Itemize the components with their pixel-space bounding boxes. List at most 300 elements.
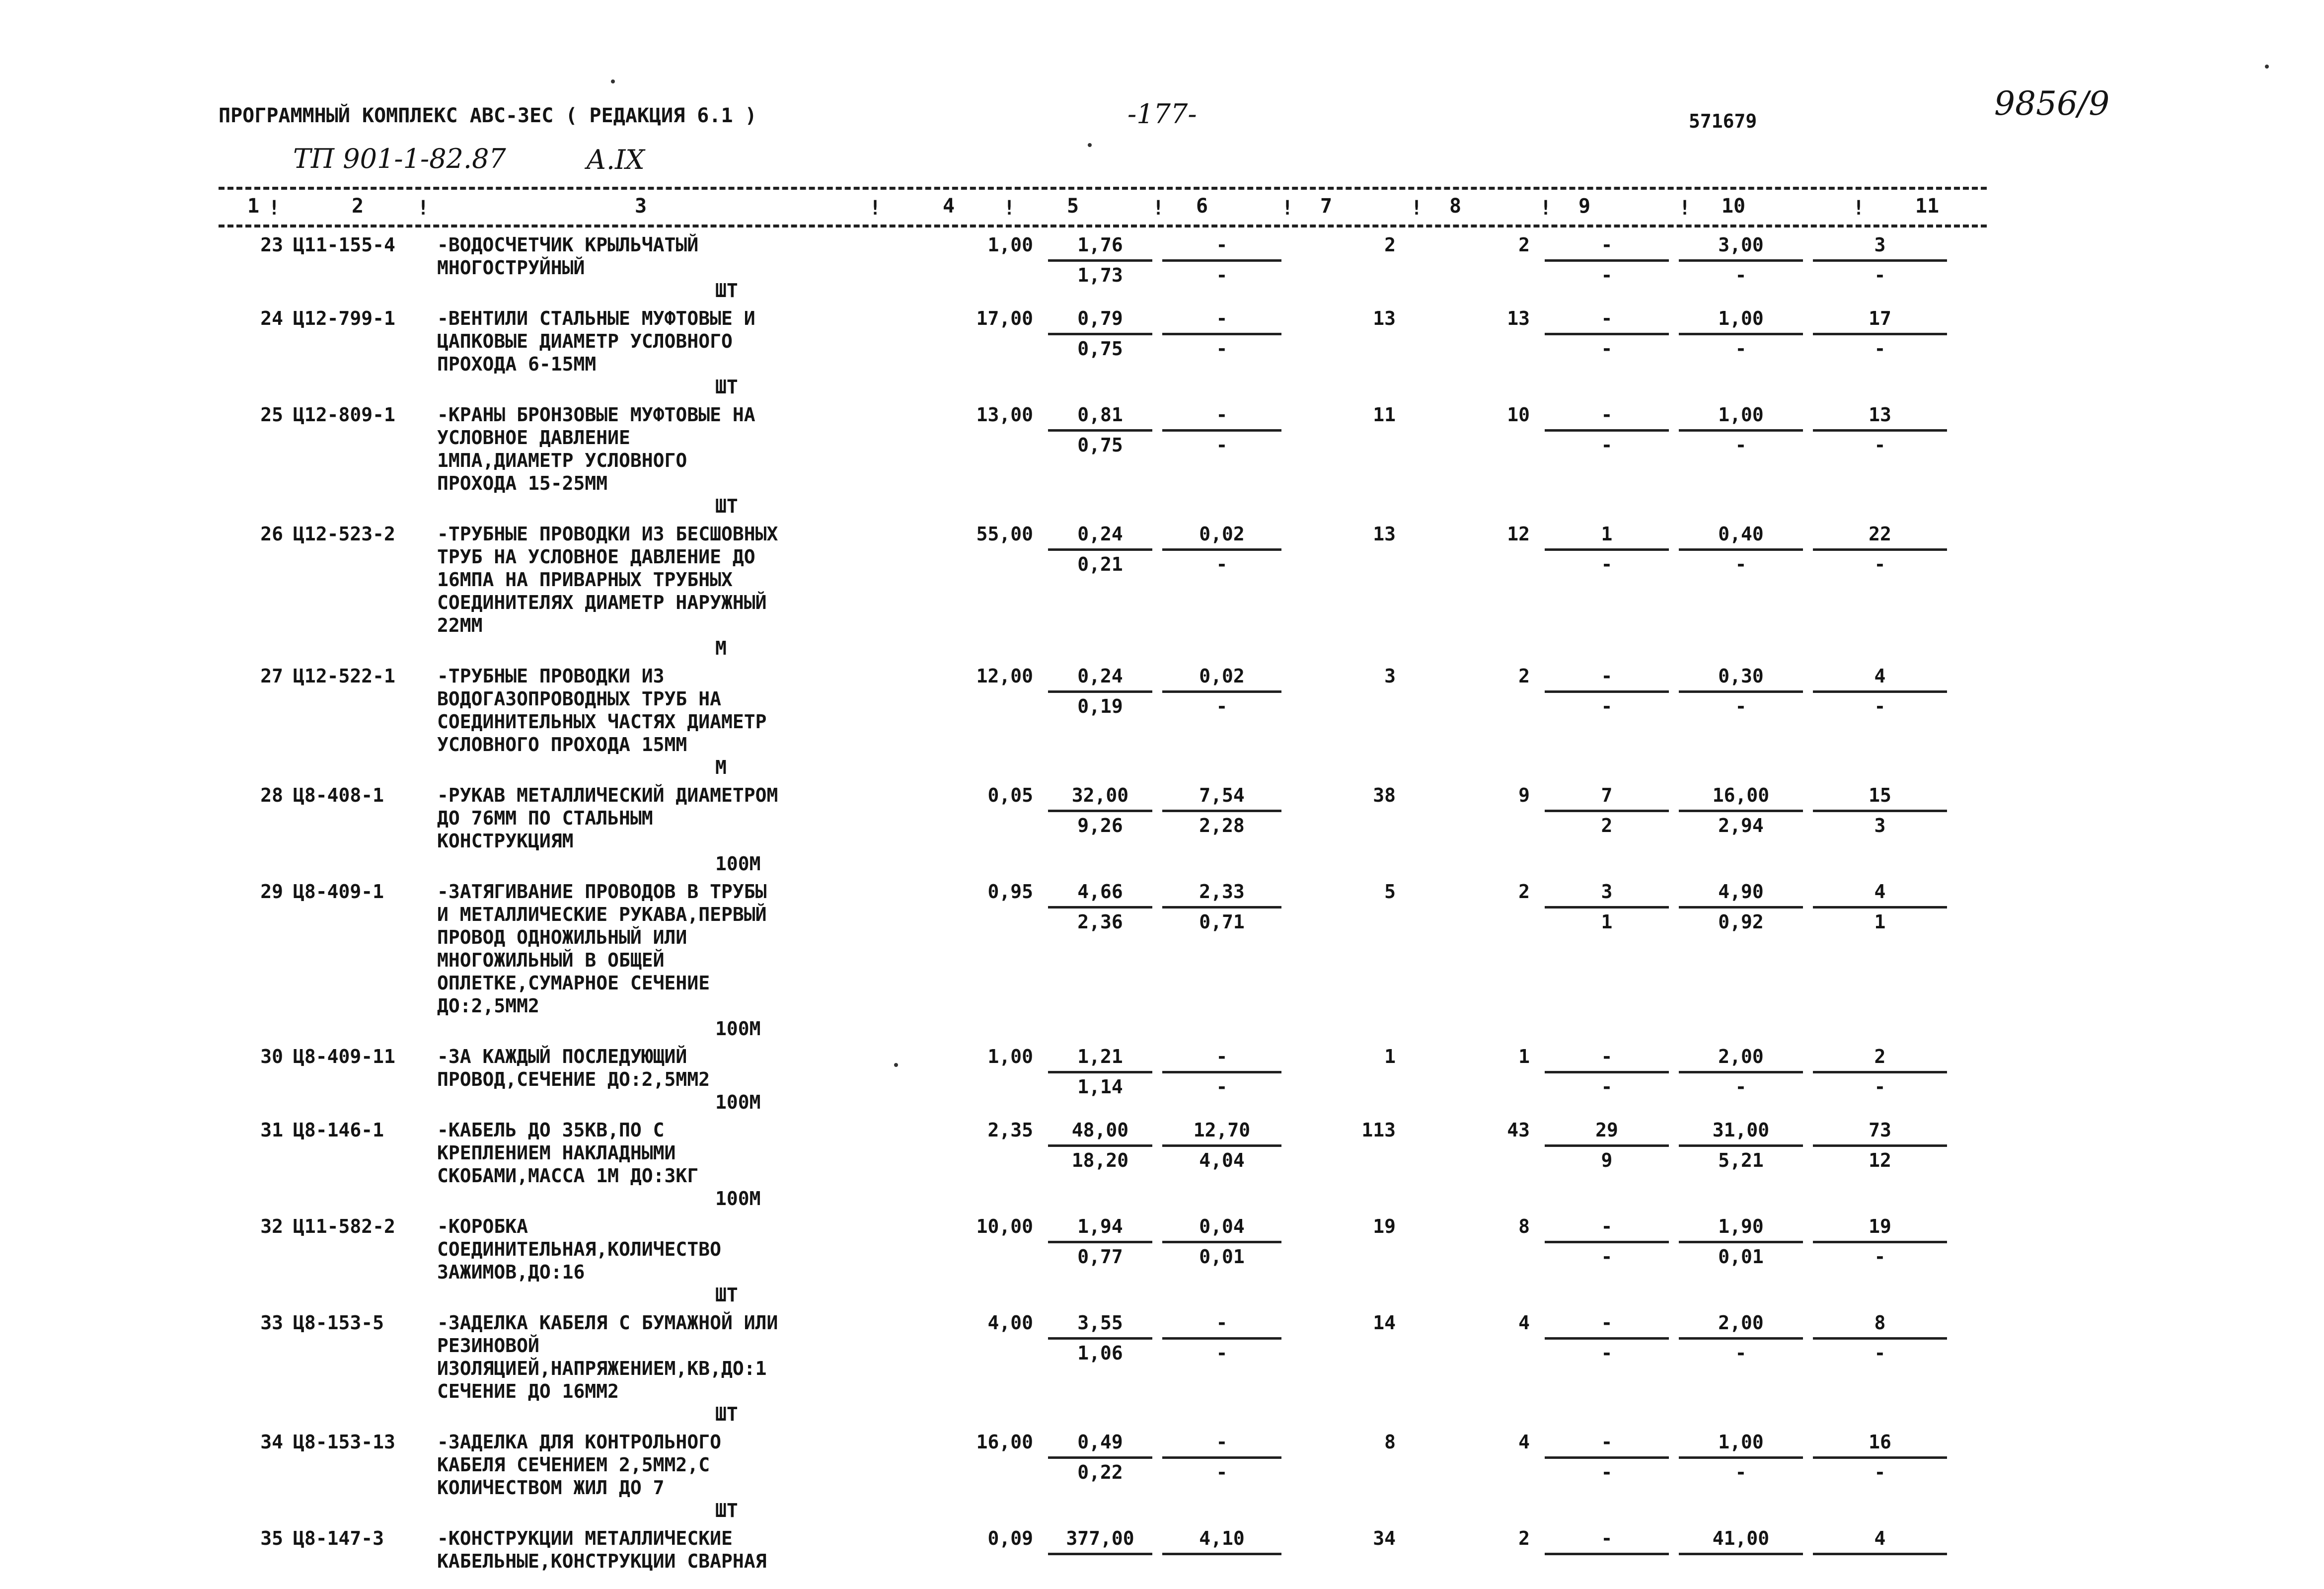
quantity: 1,00: [987, 234, 1033, 256]
labor-total-bottom: -: [1874, 1246, 1886, 1268]
unit-machine-cost-top: 0,04: [1199, 1215, 1245, 1237]
labor-total-bottom: -: [1874, 434, 1886, 456]
unit-cost-bottom: 2,36: [1077, 911, 1123, 933]
row-number: 35: [260, 1527, 283, 1549]
labor-cost-top: 0,30: [1718, 665, 1764, 687]
description-line: КОНСТРУКЦИЯМ: [437, 830, 574, 852]
labor-cost-top: 16,00: [1712, 784, 1770, 806]
fraction-line: [1545, 333, 1669, 335]
unit-machine-cost-top: 12,70: [1193, 1119, 1251, 1141]
fraction-line: [1048, 1553, 1152, 1555]
labor-cost-bottom: -: [1735, 338, 1747, 360]
unit-cost-bottom: 0,75: [1077, 434, 1123, 456]
description-line: КОЛИЧЕСТВОМ ЖИЛ ДО 7: [437, 1477, 665, 1499]
col-header-4: 4: [942, 195, 955, 218]
labor-total-bottom: -: [1874, 1461, 1886, 1483]
table-row: [219, 1215, 1987, 1311]
fraction-line: [1679, 1456, 1803, 1459]
unit-cost: [1043, 1215, 1157, 1306]
table-row: [219, 1431, 1987, 1527]
unit-cost: [1043, 523, 1157, 660]
fraction-line: [1162, 1337, 1281, 1340]
price-code: Ц8-408-1: [293, 784, 384, 806]
fraction-line: [1545, 1337, 1669, 1340]
quantity: 2,35: [987, 1119, 1033, 1141]
labor-total-bottom: -: [1874, 553, 1886, 575]
work-description: [437, 784, 939, 875]
machine-cost-top: -: [1601, 1215, 1613, 1237]
work-description: [437, 1431, 939, 1522]
machine-cost-top: 7: [1601, 784, 1613, 806]
fraction-line: [1162, 1456, 1281, 1459]
labor-total: [1808, 784, 1952, 875]
labor-cost-bottom: -: [1735, 434, 1747, 456]
unit-cost: [1043, 1045, 1157, 1114]
machine-cost-bottom: -: [1601, 1076, 1613, 1098]
total-wages: 8: [1518, 1215, 1530, 1237]
unit-of-measure: М: [715, 757, 727, 778]
machine-cost-bottom: 9: [1601, 1149, 1613, 1171]
machine-cost-bottom: -: [1601, 695, 1613, 717]
machine-cost: [1540, 1045, 1674, 1114]
fraction-line: [1048, 1337, 1152, 1340]
total-wages: 10: [1507, 404, 1530, 426]
labor-total: [1808, 1431, 1952, 1522]
unit-machine-cost: [1157, 1431, 1286, 1522]
unit-machine-cost-top: 2,33: [1199, 881, 1245, 903]
row-number: 24: [260, 307, 283, 329]
col-header-9: 9: [1578, 195, 1591, 218]
labor-total-bottom: -: [1874, 1342, 1886, 1364]
unit-of-measure: 100М: [715, 1091, 761, 1113]
labor-total: [1808, 1215, 1952, 1306]
fraction-line: [1162, 810, 1281, 812]
description-line: КАБЕЛЬНЫЕ,КОНСТРУКЦИИ СВАРНАЯ: [437, 1550, 767, 1572]
fraction-line: [1162, 906, 1281, 908]
fraction-line: [1679, 1337, 1803, 1340]
machine-cost-bottom: -: [1601, 434, 1613, 456]
total-cost: 2: [1384, 234, 1396, 256]
fraction-line: [1545, 906, 1669, 908]
col-separator: !: [1679, 197, 1691, 220]
fraction-line: [1048, 259, 1152, 262]
total-cost: 11: [1373, 404, 1396, 426]
labor-cost: [1674, 665, 1808, 779]
table-row: [219, 880, 1987, 1045]
description-line: -ЗАДЕЛКА ДЛЯ КОНТРОЛЬНОГО: [437, 1431, 721, 1453]
fraction-line: [1545, 259, 1669, 262]
unit-machine-cost-bottom: -: [1216, 553, 1228, 575]
fraction-line: [1813, 333, 1947, 335]
column-header-row: [219, 195, 1987, 220]
fraction-line: [1679, 1144, 1803, 1147]
labor-total: [1808, 880, 1952, 1040]
labor-total: [1808, 403, 1952, 518]
labor-total-top: 4: [1874, 881, 1886, 903]
fraction-line: [1679, 810, 1803, 812]
unit-machine-cost-bottom: 2,28: [1199, 815, 1245, 836]
col-header-5: 5: [1066, 195, 1079, 218]
table-row: [219, 665, 1987, 784]
fraction-line: [1545, 1456, 1669, 1459]
labor-total: [1808, 1119, 1952, 1210]
labor-total-bottom: 1: [1874, 911, 1886, 933]
description-line: -ТРУБНЫЕ ПРОВОДКИ ИЗ БЕСШОВНЫХ: [437, 523, 778, 545]
row-number: 28: [260, 784, 283, 806]
description-line: ПРОХОДА 15-25ММ: [437, 472, 608, 494]
doc-reference: ТП 901-1-82.87: [293, 143, 506, 174]
labor-total-bottom: -: [1874, 264, 1886, 286]
total-cost: 19: [1373, 1215, 1396, 1237]
unit-machine-cost-top: 4,10: [1199, 1527, 1245, 1549]
machine-cost-bottom: -: [1601, 553, 1613, 575]
price-code: Ц8-153-5: [293, 1312, 384, 1334]
col-header-7: 7: [1320, 195, 1333, 218]
description-line: СОЕДИНИТЕЛЬНЫХ ЧАСТЯХ ДИАМЕТР: [437, 711, 767, 733]
labor-cost: [1674, 1431, 1808, 1522]
labor-cost: [1674, 880, 1808, 1040]
table-row: [219, 1119, 1987, 1215]
fraction-line: [1813, 1241, 1947, 1243]
labor-cost-top: 2,00: [1718, 1046, 1764, 1067]
labor-cost: [1674, 523, 1808, 660]
unit-cost: [1043, 1311, 1157, 1426]
unit-machine-cost: [1157, 784, 1286, 875]
description-line: ТРУБ НА УСЛОВНОЕ ДАВЛЕНИЕ ДО: [437, 546, 755, 568]
quantity: 1,00: [987, 1046, 1033, 1067]
fraction-line: [1813, 690, 1947, 693]
unit-cost-bottom: 0,19: [1077, 695, 1123, 717]
fraction-line: [1545, 1144, 1669, 1147]
unit-cost-bottom: 1,73: [1077, 264, 1123, 286]
unit-of-measure: ШТ: [715, 376, 738, 398]
unit-machine-cost: [1157, 233, 1286, 302]
fraction-line: [1813, 548, 1947, 551]
total-wages: 2: [1518, 665, 1530, 687]
fraction-line: [1048, 906, 1152, 908]
fraction-line: [1048, 1071, 1152, 1073]
work-description: [437, 880, 939, 1040]
unit-cost-bottom: 1,14: [1077, 1076, 1123, 1098]
labor-cost: [1674, 1527, 1808, 1573]
labor-cost-top: 1,00: [1718, 307, 1764, 329]
total-cost: 13: [1373, 523, 1396, 545]
description-line: -ЗА КАЖДЫЙ ПОСЛЕДУЮЩИЙ: [437, 1046, 687, 1067]
unit-cost-top: 48,00: [1071, 1119, 1129, 1141]
labor-total-top: 19: [1869, 1215, 1891, 1237]
fraction-line: [1813, 1337, 1947, 1340]
col-separator: !: [1540, 197, 1552, 220]
machine-cost: [1540, 523, 1674, 660]
col-separator: !: [1152, 197, 1165, 220]
total-cost: 8: [1384, 1431, 1396, 1453]
labor-total-top: 3: [1874, 234, 1886, 256]
fraction-line: [1545, 810, 1669, 812]
unit-cost-top: 32,00: [1071, 784, 1129, 806]
description-line: ДО 76ММ ПО СТАЛЬНЫМ: [437, 807, 653, 829]
labor-cost-top: 0,40: [1718, 523, 1764, 545]
labor-cost-top: 2,00: [1718, 1312, 1764, 1334]
labor-total-top: 8: [1874, 1312, 1886, 1334]
unit-cost-top: 1,94: [1077, 1215, 1123, 1237]
unit-cost-top: 0,24: [1077, 523, 1123, 545]
labor-cost-top: 41,00: [1712, 1527, 1770, 1549]
labor-cost: [1674, 233, 1808, 302]
description-line: ДО:2,5ММ2: [437, 995, 539, 1017]
labor-cost-bottom: 0,01: [1718, 1246, 1764, 1268]
description-line: -ВОДОСЧЕТЧИК КРЫЛЬЧАТЫЙ: [437, 234, 699, 256]
quantity: 17,00: [976, 307, 1033, 329]
fraction-line: [1162, 429, 1281, 432]
fraction-line: [1162, 1071, 1281, 1073]
unit-machine-cost-top: 0,02: [1199, 665, 1245, 687]
unit-of-measure: ШТ: [715, 495, 738, 517]
unit-cost: [1043, 403, 1157, 518]
quantity: 10,00: [976, 1215, 1033, 1237]
unit-machine-cost-bottom: -: [1216, 434, 1228, 456]
price-code: Ц12-523-2: [293, 523, 395, 545]
fraction-line: [1162, 690, 1281, 693]
machine-cost-bottom: -: [1601, 338, 1613, 360]
labor-cost-top: 4,90: [1718, 881, 1764, 903]
unit-cost-top: 1,76: [1077, 234, 1123, 256]
total-cost: 5: [1384, 881, 1396, 903]
col-header-2: 2: [351, 195, 364, 218]
labor-total: [1808, 665, 1952, 779]
scan-speck: [1088, 143, 1092, 147]
quantity: 13,00: [976, 404, 1033, 426]
description-line: УСЛОВНОГО ПРОХОДА 15ММ: [437, 734, 687, 756]
unit-machine-cost: [1157, 1215, 1286, 1306]
unit-of-measure: ШТ: [715, 280, 738, 302]
machine-cost: [1540, 1311, 1674, 1426]
fraction-line: [1545, 1241, 1669, 1243]
labor-cost: [1674, 1119, 1808, 1210]
total-cost: 113: [1361, 1119, 1396, 1141]
fraction-line: [1679, 259, 1803, 262]
description-line: ОПЛЕТКЕ,СУМАРНОЕ СЕЧЕНИЕ: [437, 972, 710, 994]
estimate-table: [219, 233, 1987, 1578]
labor-cost-bottom: -: [1735, 553, 1747, 575]
unit-cost: [1043, 1431, 1157, 1522]
unit-machine-cost-top: -: [1216, 404, 1228, 426]
row-number: 33: [260, 1312, 283, 1334]
labor-cost: [1674, 307, 1808, 398]
labor-total: [1808, 1527, 1952, 1573]
labor-cost-bottom: -: [1735, 695, 1747, 717]
unit-cost: [1043, 1527, 1157, 1573]
fraction-line: [1813, 1553, 1947, 1555]
unit-machine-cost: [1157, 307, 1286, 398]
unit-cost-bottom: 0,21: [1077, 553, 1123, 575]
unit-machine-cost: [1157, 1527, 1286, 1573]
labor-cost-bottom: -: [1735, 1461, 1747, 1483]
work-description: [437, 1215, 939, 1306]
table-header-rule: [219, 225, 1987, 227]
description-line: СОЕДИНИТЕЛЬНАЯ,КОЛИЧЕСТВО: [437, 1238, 721, 1260]
machine-cost-bottom: -: [1601, 1461, 1613, 1483]
col-separator: !: [1853, 197, 1865, 220]
machine-cost-top: -: [1601, 234, 1613, 256]
labor-total-bottom: -: [1874, 1076, 1886, 1098]
unit-machine-cost-top: 7,54: [1199, 784, 1245, 806]
price-code: Ц11-582-2: [293, 1215, 395, 1237]
table-row: [219, 233, 1987, 307]
machine-cost: [1540, 307, 1674, 398]
fraction-line: [1679, 1071, 1803, 1073]
labor-cost-bottom: 0,92: [1718, 911, 1764, 933]
unit-of-measure: М: [715, 637, 727, 659]
col-separator: !: [1411, 197, 1423, 220]
machine-cost: [1540, 233, 1674, 302]
unit-cost-top: 377,00: [1066, 1527, 1134, 1549]
total-wages: 1: [1518, 1046, 1530, 1067]
unit-machine-cost-bottom: -: [1216, 264, 1228, 286]
machine-cost-bottom: -: [1601, 1342, 1613, 1364]
total-wages: 13: [1507, 307, 1530, 329]
fraction-line: [1679, 548, 1803, 551]
price-code: Ц8-146-1: [293, 1119, 384, 1141]
labor-total-top: 2: [1874, 1046, 1886, 1067]
row-number: 27: [260, 665, 283, 687]
labor-cost: [1674, 1311, 1808, 1426]
machine-cost-bottom: 1: [1601, 911, 1613, 933]
fraction-line: [1162, 1553, 1281, 1555]
fraction-line: [1679, 690, 1803, 693]
total-wages: 2: [1518, 1527, 1530, 1549]
unit-cost-bottom: 1,06: [1077, 1342, 1123, 1364]
row-number: 29: [260, 881, 283, 903]
row-number: 30: [260, 1046, 283, 1067]
machine-cost-top: -: [1601, 1046, 1613, 1067]
scan-speck: [611, 79, 615, 83]
quantity: 0,05: [987, 784, 1033, 806]
unit-machine-cost-bottom: -: [1216, 1342, 1228, 1364]
work-description: [437, 403, 939, 518]
unit-cost-top: 0,24: [1077, 665, 1123, 687]
description-line: ВОДОГАЗОПРОВОДНЫХ ТРУБ НА: [437, 688, 721, 710]
total-cost: 14: [1373, 1312, 1396, 1334]
description-line: СЕЧЕНИЕ ДО 16ММ2: [437, 1380, 619, 1402]
labor-total-top: 73: [1869, 1119, 1891, 1141]
table-row: [219, 1311, 1987, 1431]
description-line: МНОГОЖИЛЬНЫЙ В ОБЩЕЙ: [437, 949, 665, 971]
unit-machine-cost-bottom: -: [1216, 695, 1228, 717]
labor-total-top: 22: [1869, 523, 1891, 545]
col-header-11: 11: [1915, 195, 1940, 218]
description-line: -ЗАТЯГИВАНИЕ ПРОВОДОВ В ТРУБЫ: [437, 881, 767, 903]
fraction-line: [1545, 1553, 1669, 1555]
handwritten-id: 9856/9: [1994, 84, 2110, 123]
description-line: ИЗОЛЯЦИЕЙ,НАПРЯЖЕНИЕМ,КВ,ДО:1: [437, 1358, 767, 1379]
fraction-line: [1162, 548, 1281, 551]
labor-cost: [1674, 784, 1808, 875]
labor-cost-bottom: -: [1735, 264, 1747, 286]
description-line: -ТРУБНЫЕ ПРОВОДКИ ИЗ: [437, 665, 665, 687]
description-line: СКОБАМИ,МАССА 1М ДО:3КГ: [437, 1165, 699, 1187]
fraction-line: [1048, 1456, 1152, 1459]
unit-machine-cost: [1157, 523, 1286, 660]
machine-cost-top: -: [1601, 1527, 1613, 1549]
description-line: 16МПА НА ПРИВАРНЫХ ТРУБНЫХ: [437, 569, 733, 591]
labor-total-top: 16: [1869, 1431, 1891, 1453]
col-header-1: 1: [247, 195, 260, 218]
machine-cost-top: -: [1601, 1312, 1613, 1334]
unit-machine-cost: [1157, 1119, 1286, 1210]
quantity: 0,09: [987, 1527, 1033, 1549]
unit-machine-cost-bottom: 0,01: [1199, 1246, 1245, 1268]
row-number: 32: [260, 1215, 283, 1237]
description-line: УСЛОВНОЕ ДАВЛЕНИЕ: [437, 427, 630, 449]
fraction-line: [1162, 1144, 1281, 1147]
description-line: -ЗАДЕЛКА КАБЕЛЯ С БУМАЖНОЙ ИЛИ: [437, 1312, 778, 1334]
labor-cost-bottom: 5,21: [1718, 1149, 1764, 1171]
unit-machine-cost-top: -: [1216, 307, 1228, 329]
labor-total: [1808, 523, 1952, 660]
fraction-line: [1813, 810, 1947, 812]
table-row: [219, 523, 1987, 665]
col-header-8: 8: [1449, 195, 1462, 218]
fraction-line: [1813, 1144, 1947, 1147]
price-code: Ц12-522-1: [293, 665, 395, 687]
labor-total: [1808, 307, 1952, 398]
col-header-10: 10: [1721, 195, 1746, 218]
work-description: [437, 233, 939, 302]
price-code: Ц8-147-3: [293, 1527, 384, 1549]
total-wages: 2: [1518, 234, 1530, 256]
machine-cost-top: -: [1601, 665, 1613, 687]
work-description: [437, 1119, 939, 1210]
fraction-line: [1545, 429, 1669, 432]
description-line: -ВЕНТИЛИ СТАЛЬНЫЕ МУФТОВЫЕ И: [437, 307, 755, 329]
unit-machine-cost-bottom: 4,04: [1199, 1149, 1245, 1171]
fraction-line: [1048, 1144, 1152, 1147]
fraction-line: [1679, 429, 1803, 432]
work-description: [437, 1527, 939, 1573]
fraction-line: [1813, 1071, 1947, 1073]
machine-cost-bottom: -: [1601, 1246, 1613, 1268]
fraction-line: [1048, 690, 1152, 693]
labor-total: [1808, 1045, 1952, 1114]
unit-cost: [1043, 233, 1157, 302]
description-line: 22ММ: [437, 614, 483, 636]
machine-cost: [1540, 403, 1674, 518]
machine-cost-bottom: -: [1601, 264, 1613, 286]
total-cost: 1: [1384, 1046, 1396, 1067]
machine-cost-top: -: [1601, 404, 1613, 426]
unit-cost: [1043, 307, 1157, 398]
work-description: [437, 1311, 939, 1426]
price-code: Ц11-155-4: [293, 234, 395, 256]
unit-machine-cost-bottom: -: [1216, 338, 1228, 360]
machine-cost-top: -: [1601, 307, 1613, 329]
unit-cost-bottom: 0,77: [1077, 1246, 1123, 1268]
description-line: КРЕПЛЕНИЕМ НАКЛАДНЫМИ: [437, 1142, 676, 1164]
fraction-line: [1679, 1241, 1803, 1243]
row-number: 25: [260, 404, 283, 426]
labor-cost: [1674, 1045, 1808, 1114]
machine-cost: [1540, 1527, 1674, 1573]
total-cost: 3: [1384, 665, 1396, 687]
total-cost: 13: [1373, 307, 1396, 329]
unit-machine-cost-top: -: [1216, 1046, 1228, 1067]
table-row: [219, 403, 1987, 523]
total-cost: 38: [1373, 784, 1396, 806]
unit-machine-cost-top: -: [1216, 1312, 1228, 1334]
machine-cost: [1540, 665, 1674, 779]
table-row: [219, 1527, 1987, 1578]
labor-total: [1808, 233, 1952, 302]
